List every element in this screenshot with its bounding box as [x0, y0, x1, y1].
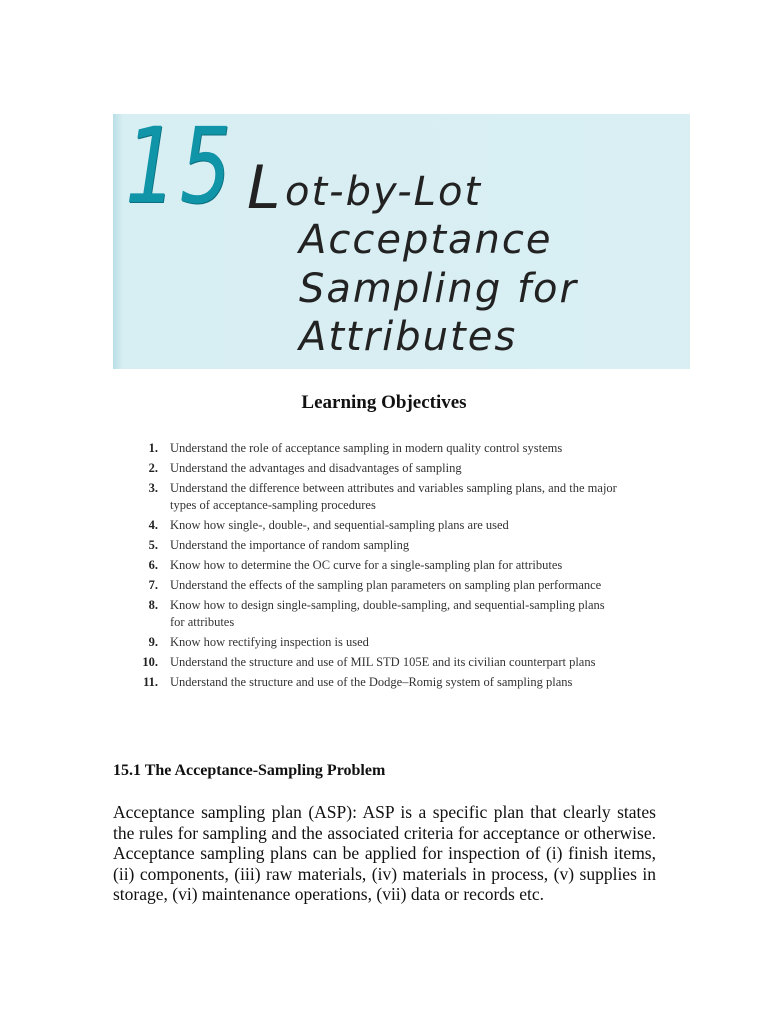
chapter-banner	[113, 105, 690, 369]
objective-number: 3.	[148, 481, 158, 495]
objective-text: Understand the structure and use of MIL STD 105E and its civilian counterpart plans	[170, 655, 596, 669]
objective-number: 1.	[148, 441, 158, 455]
objective-number: 6.	[148, 558, 158, 572]
objective-number: 5.	[148, 538, 158, 552]
objective-item	[132, 597, 622, 631]
learning-objectives-list	[132, 440, 622, 694]
objective-item	[132, 654, 622, 671]
objective-text: Understand the effects of the sampling plan parameters on sampling plan performance	[170, 578, 602, 592]
objective-number: 4.	[148, 518, 158, 532]
objective-item	[132, 634, 622, 651]
objective-number: 8.	[148, 598, 158, 612]
objective-text: Understand the difference between attributes and variables sampling plans, and the major types of acceptance-sampling procedures	[170, 481, 617, 512]
objective-number: 7.	[148, 578, 158, 592]
objective-item	[132, 577, 622, 594]
chapter-number: 15	[125, 105, 235, 227]
objective-text: Understand the importance of random sampling	[170, 538, 410, 552]
chapter-title-line-3: Sampling for	[299, 266, 578, 312]
objective-text: Know how to determine the OC curve for a single-sampling plan for attributes	[170, 558, 563, 572]
objective-number: 10.	[142, 655, 158, 669]
section-title: 15.1 The Acceptance-Sampling Problem	[113, 762, 386, 779]
objective-item	[132, 480, 622, 514]
objective-number: 9.	[148, 635, 158, 649]
chapter-title-line-4: Attributes	[299, 314, 518, 360]
section-body-paragraph: Acceptance sampling plan (ASP): ASP is a specific plan that clearly states the rules for sampling and the associated criteria for acceptance or otherwise. Acceptance sampling plans can be applied for inspection of (i) finish items, (ii) components, (iii) raw materials, (iv) materials in process, (v) supplies in storage, (vi) maintenance operations, (vii) data or records etc.	[113, 802, 656, 904]
objective-text: Know how single-, double-, and sequential-sampling plans are used	[170, 518, 509, 532]
chapter-title-line-1: ot-by-Lot	[285, 169, 483, 215]
chapter-title-line-2: Acceptance	[299, 217, 553, 263]
objective-text: Understand the advantages and disadvantages of sampling	[170, 461, 462, 475]
objective-item	[132, 537, 622, 554]
objective-item	[132, 440, 622, 457]
objective-text: Understand the structure and use of the Dodge–Romig system of sampling plans	[170, 675, 573, 689]
objective-item	[132, 517, 622, 534]
objective-text: Understand the role of acceptance sampling in modern quality control systems	[170, 441, 563, 455]
objective-item	[132, 674, 622, 691]
objective-number: 11.	[143, 675, 158, 689]
objective-text: Know how rectifying inspection is used	[170, 635, 369, 649]
learning-objectives-heading: Learning Objectives	[301, 392, 467, 413]
objective-item	[132, 557, 622, 574]
objective-item	[132, 460, 622, 477]
objective-number: 2.	[148, 461, 158, 475]
chapter-title-initial: L	[247, 153, 281, 223]
objective-text: Know how to design single-sampling, double-sampling, and sequential-sampling plans for attributes	[170, 598, 605, 629]
